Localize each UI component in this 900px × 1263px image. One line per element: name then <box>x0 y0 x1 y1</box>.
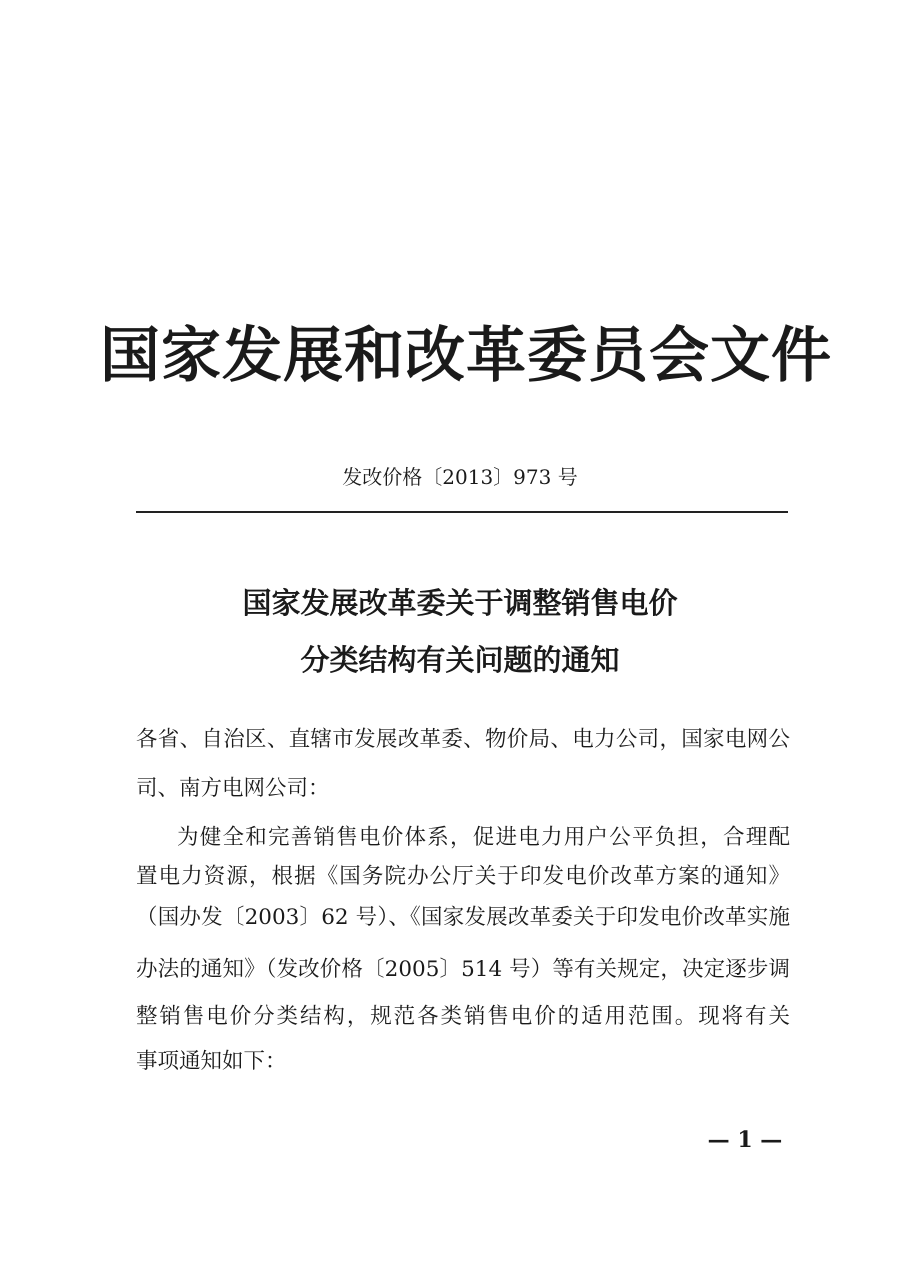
body-paragraph-line-1: 为健全和完善销售电价体系，促进电力用户公平负担，合理配 <box>177 825 790 850</box>
notice-title-line-1: 国家发展改革委关于调整销售电价 <box>242 586 678 620</box>
body-paragraph-line-5: 整销售电价分类结构，规范各类销售电价的适用范围。现将有关 <box>136 1004 790 1029</box>
header-divider <box>136 511 788 513</box>
body-paragraph-line-3: （国办发〔2003〕62 号）、《国家发展改革委关于印发电价改革实施 <box>136 905 790 930</box>
issuer-header-title: 国家发展和改革委员会文件 <box>100 321 832 391</box>
body-paragraph-line-4: 办法的通知》（发改价格〔2005〕514 号）等有关规定，决定逐步调 <box>136 957 790 982</box>
body-paragraph-line-6: 事项通知如下： <box>136 1049 287 1074</box>
document-number: 发改价格〔2013〕973 号 <box>342 465 578 489</box>
page-number: — 1 — <box>707 1127 783 1153</box>
body-paragraph-line-2: 置电力资源，根据《国务院办公厅关于印发电价改革方案的通知》 <box>136 864 790 889</box>
addressee-line-1: 各省、自治区、直辖市发展改革委、物价局、电力公司，国家电网公 <box>136 727 790 752</box>
notice-title-line-2: 分类结构有关问题的通知 <box>300 643 620 677</box>
addressee-line-2: 司、南方电网公司： <box>136 776 330 801</box>
